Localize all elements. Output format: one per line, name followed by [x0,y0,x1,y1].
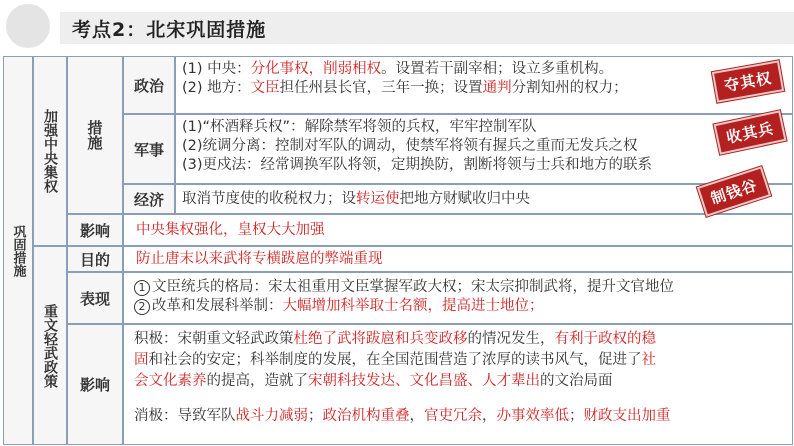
header [0,0,794,52]
plain-text: 。设置若干副宰相；设立多重机构。 [381,61,614,77]
root-label: 巩固措施 [3,56,33,445]
impact2-positive-line-1 [134,329,786,350]
military-label: 军事 [123,114,175,184]
impact2-positive-line-3 [134,371,786,392]
impact1-label: 影响 [67,214,123,246]
military-line-1 [182,118,786,137]
plain-text: 消极：导致军队 [134,408,236,424]
number-2-icon: 2 [134,299,150,315]
highlight-text: 固 [134,352,149,368]
number-1-icon: 1 [134,280,150,296]
highlight-text: 分化事权，削弱相权 [250,61,382,77]
military-line-3 [182,156,786,175]
page-title: 考点2：北宋巩固措施 [72,19,267,41]
plain-text: 的情况发生， [467,331,555,347]
plain-text: ； [308,408,323,424]
impact1-content [123,214,793,246]
manifest-line-2-text [152,298,544,314]
plain-text: 分割知州的权力； [511,80,628,96]
plain-text: ； [569,408,584,424]
highlight-text: 社 [641,352,656,368]
purpose-label: 目的 [67,246,123,272]
highlight-text: 转运使 [356,191,400,207]
military-line-2 [182,137,786,156]
plain-text: (1) 中央： [182,61,251,77]
manifest-content [123,272,793,324]
plain-text: 取消节度使的收税权力；设 [182,191,356,207]
politics-label: 政治 [123,56,175,114]
measures-table [3,56,793,445]
impact2-label: 影响 [67,324,123,445]
highlight-text: 政治机构重叠 [322,408,410,424]
military-content [175,114,793,184]
economy-line-1 [182,190,786,209]
manifest-line-1 [134,278,786,297]
highlight-text: 大幅增加科举取士名额，提高进士地位； [282,298,544,314]
plain-text: 文臣统兵的格局：宋太祖重用文臣掌握军政大权；宋太宗抑制武将，提升文官地位 [152,279,674,295]
stamp-seize-power: 夺其权 [712,60,784,102]
plain-text: 担任州县长官，三年一换；设置 [279,80,483,96]
plain-text: (2) 地方： [182,80,251,96]
highlight-text: 会文化素养 [134,373,207,389]
politics-line-2 [182,79,786,98]
politics-content [175,56,793,114]
section2-label: 重文轻武政策 [33,246,67,445]
highlight-text: 防止唐末以来武将专横跋扈的弊端重现 [136,251,383,267]
economy-label: 经济 [123,184,175,214]
plain-text: 把地方财赋收归中央 [399,191,530,207]
stamp-take-troops: 收其兵 [714,110,787,154]
plain-text: ， [409,408,424,424]
section1-label: 加强中央集权 [33,56,67,246]
manifest-label: 表现 [67,272,123,324]
highlight-text: 战斗力减弱 [235,408,308,424]
politics-line-1 [182,60,786,79]
measures-label: 措施 [67,56,123,214]
purpose-line-1 [136,250,786,269]
impact2-positive-line-2 [134,350,786,371]
highlight-text: 有利于政权的稳 [554,331,656,347]
plain-text: 改革和发展科举制： [152,298,283,314]
highlight-text: 官吏冗余 [424,408,482,424]
impact2-negative-line-1 [134,406,786,427]
highlight-text: 中央集权强化，皇权大大加强 [136,222,325,238]
stamp-control-finance: 制钱谷 [697,166,771,217]
highlight-text: 文臣 [250,80,280,96]
manifest-line-1-text [152,279,674,295]
manifest-line-2 [134,297,786,316]
impact2-content [123,324,793,445]
highlight-text: 宋朝科技发达、文化昌盛、人才辈出 [308,373,540,389]
highlight-text: 杜绝了武将跋扈和兵变政移 [293,331,468,347]
purpose-content [123,246,793,272]
highlight-text: 通判 [482,80,512,96]
plain-text: 的文治局面 [540,373,613,389]
plain-text: (3)更戍法：经常调换军队将领，定期换防，割断将领与士兵和地方的联系 [182,157,653,173]
plain-text: 积极：宋朝重文轻武政策 [134,331,294,347]
plain-text: (2)统调分离：控制对军队的调动，使禁军将领有握兵之重而无发兵之权 [182,138,638,154]
plain-text: (1)“杯酒释兵权”：解除禁军将领的兵权，牢牢控制军队 [182,119,537,135]
plain-text: 的提高，造就了 [206,373,308,389]
highlight-text: 办事效率低 [496,408,569,424]
plain-text: 和社会的安定；科举制度的发展，在全国范围营造了浓厚的读书风气，促进了 [148,352,642,368]
header-circle-decoration [6,4,50,48]
plain-text: ， [482,408,497,424]
highlight-text: 财政支出加重 [583,408,671,424]
impact1-line-1 [136,221,786,240]
